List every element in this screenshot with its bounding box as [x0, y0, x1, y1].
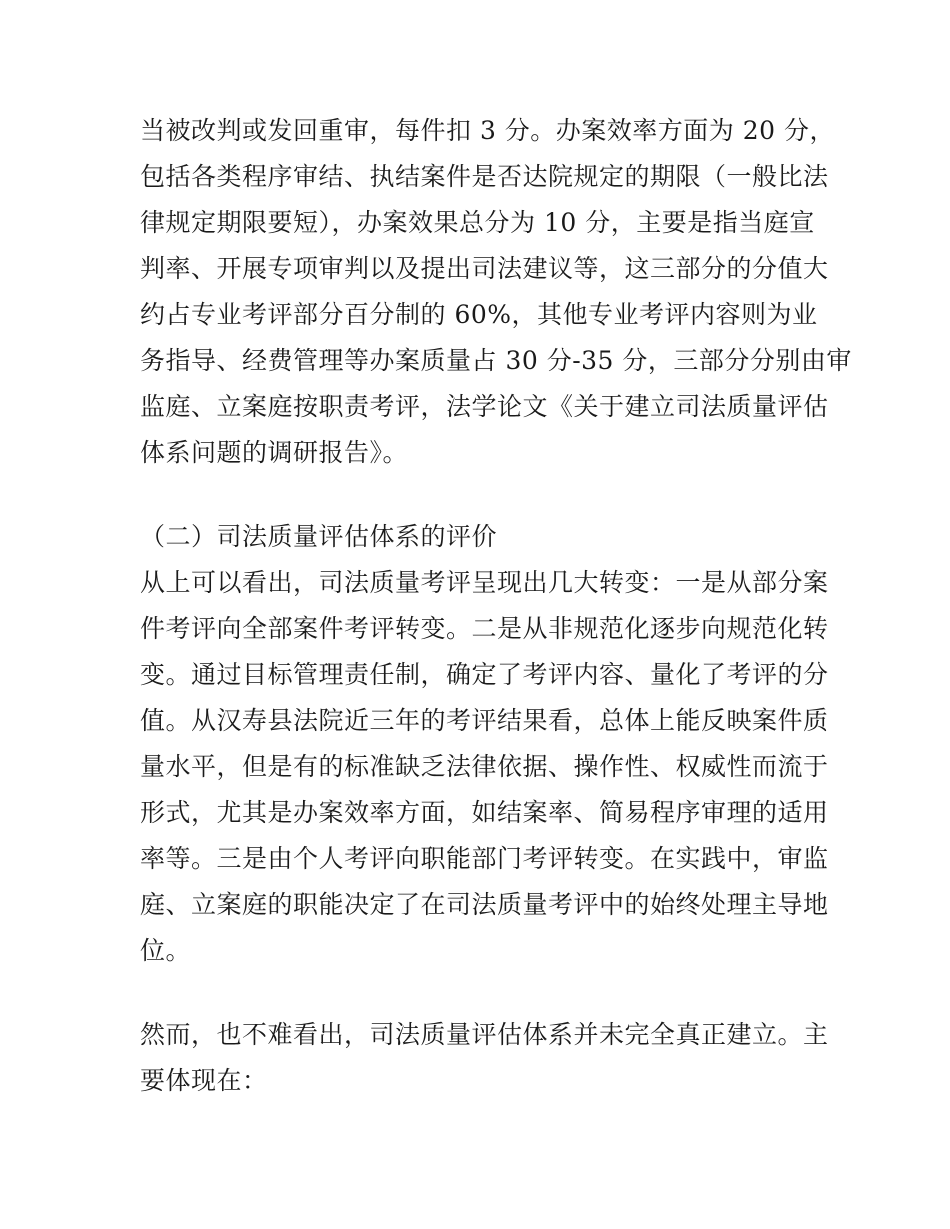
section-heading	[140, 514, 820, 560]
text-line: 庭、立案庭的职能决定了在司法质量考评中的始终处理主导地	[140, 890, 829, 919]
text-line: 体系问题的调研报告》。	[140, 438, 409, 467]
paragraph-evaluation	[140, 560, 829, 974]
text-line: 律规定期限要短），办案效果总分为 10 分，主要是指当庭宣	[140, 208, 815, 237]
text-line: 从上可以看出，司法质量考评呈现出几大转变：一是从部分案	[140, 568, 829, 597]
text-line: 件考评向全部案件考评转变。二是从非规范化逐步向规范化转	[140, 614, 829, 643]
text-line: 当被改判或发回重审，每件扣 3 分。办案效率方面为 20 分，	[140, 116, 836, 145]
section-heading-text: （二）司法质量评估体系的评价	[140, 522, 498, 551]
text-line: 判率、开展专项审判以及提出司法建议等，这三部分的分值大	[140, 254, 829, 283]
text-line: 量水平，但是有的标准缺乏法律依据、操作性、权威性而流于	[140, 752, 829, 781]
text-line: 值。从汉寿县法院近三年的考评结果看，总体上能反映案件质	[140, 706, 829, 735]
text-line: 务指导、经费管理等办案质量占 30 分-35 分，三部分分别由审	[140, 346, 852, 375]
text-line: 包括各类程序审结、执结案件是否达院规定的期限（一般比法	[140, 162, 829, 191]
text-line: 监庭、立案庭按职责考评，法学论文《关于建立司法质量评估	[140, 392, 829, 421]
text-line: 约占专业考评部分百分制的 60%，其他专业考评内容则为业	[140, 300, 818, 329]
text-line: 率等。三是由个人考评向职能部门考评转变。在实践中，审监	[140, 844, 829, 873]
text-line: 变。通过目标管理责任制，确定了考评内容、量化了考评的分	[140, 660, 829, 689]
text-line: 位。	[140, 936, 192, 965]
text-line: 形式，尤其是办案效率方面，如结案率、简易程序审理的适用	[140, 798, 829, 827]
paragraph-conclusion	[140, 1012, 829, 1104]
text-line: 要体现在：	[140, 1066, 268, 1095]
text-line: 然而，也不难看出，司法质量评估体系并未完全真正建立。主	[140, 1020, 829, 1049]
paragraph-scoring-details	[140, 108, 852, 476]
